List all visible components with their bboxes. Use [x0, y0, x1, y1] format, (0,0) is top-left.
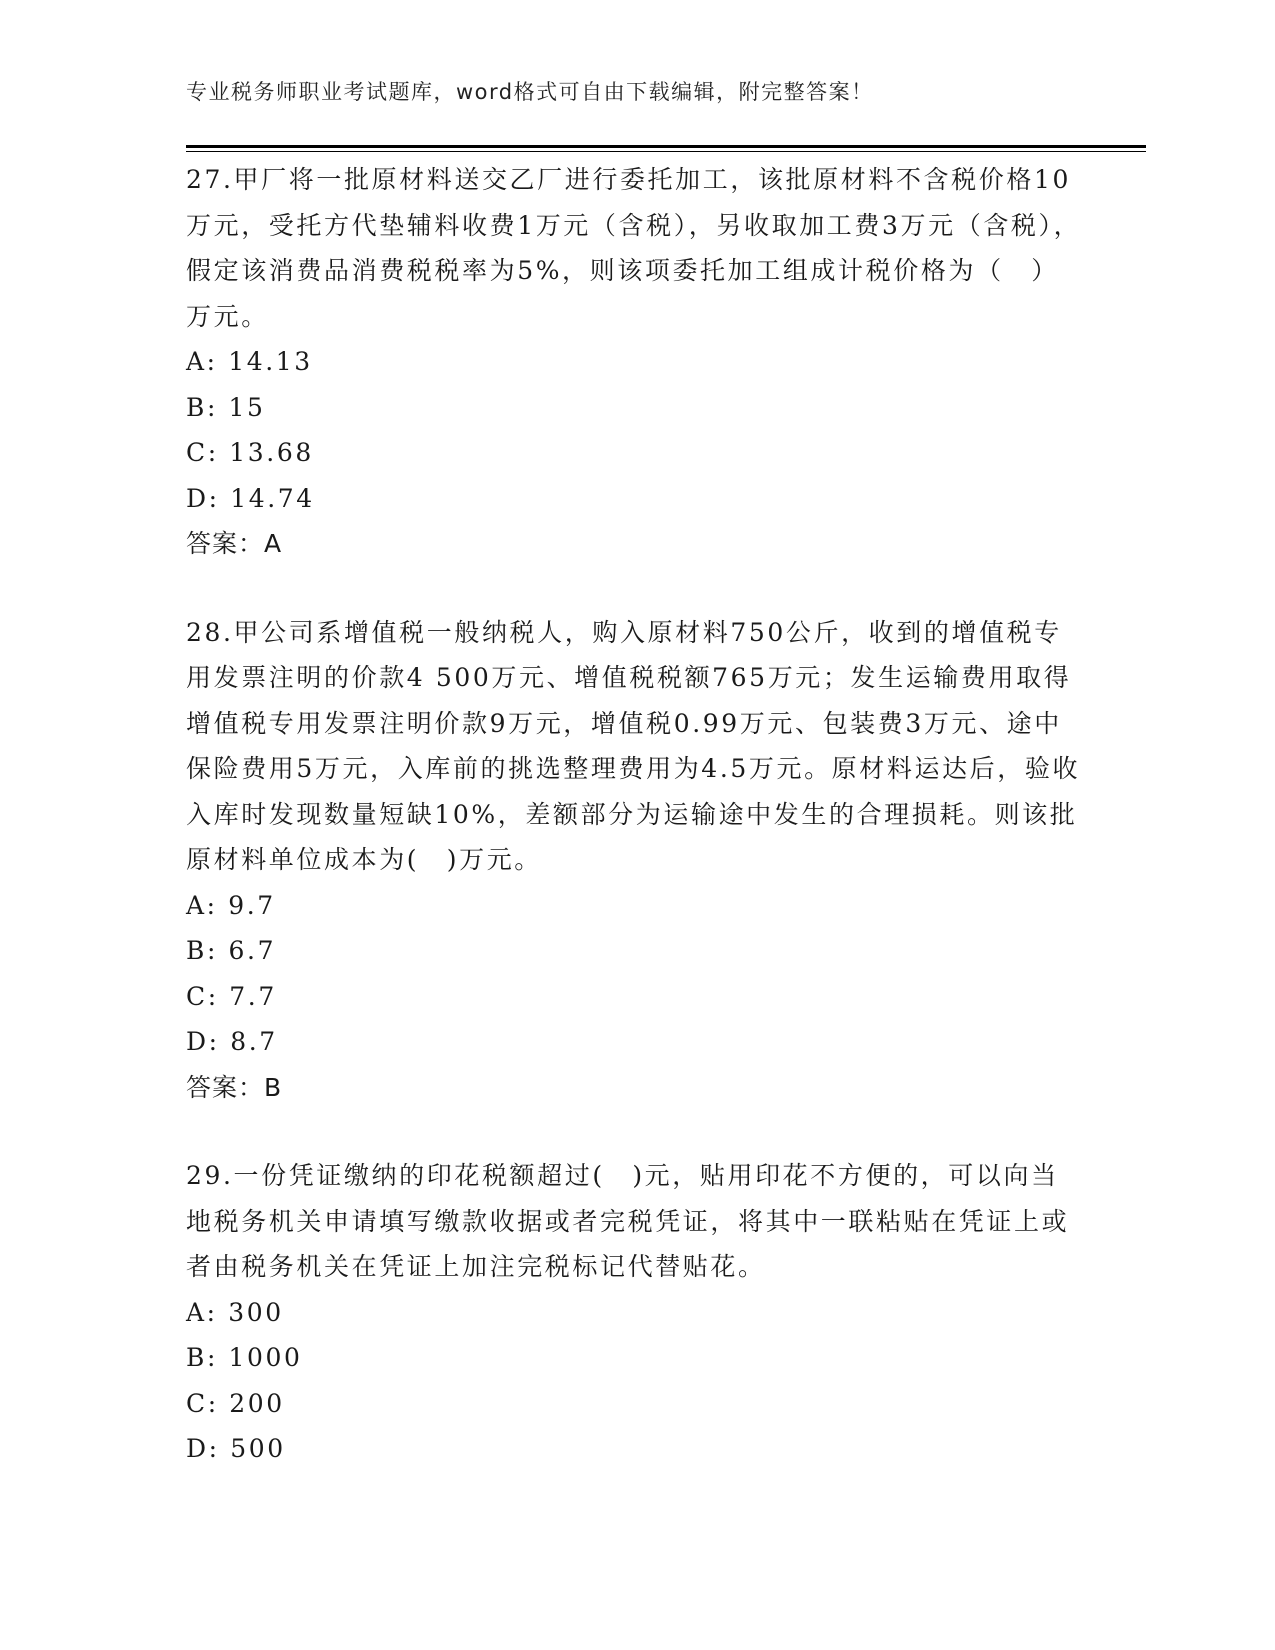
question-29 — [186, 1153, 1086, 1472]
option-d: D: 500 — [186, 1434, 286, 1463]
option-c: C: 13.68 — [186, 438, 314, 467]
option-a: A: 14.13 — [186, 347, 313, 376]
option-d: D: 8.7 — [186, 1027, 278, 1056]
option-b: B: 1000 — [186, 1343, 303, 1372]
option-b: B: 6.7 — [186, 936, 277, 965]
option-d: D: 14.74 — [186, 483, 315, 513]
question-27 — [186, 157, 1086, 567]
page-header: 专业税务师职业考试题库，word格式可自由下载编辑，附完整答案！ — [186, 80, 874, 104]
option-a: A: 9.7 — [186, 890, 276, 920]
question-stem: 27.甲厂将一批原材料送交乙厂进行委托加工，该批原材料不含税价格10万元，受托方代垫辅料收费1万元（含税），另收取加工费3万元（含税），假定该消费品消费税税率为5%，则该项委托加工组成计税价格为（ ）万元。 — [186, 165, 1082, 331]
header-rule-thick — [186, 145, 1146, 148]
option-b: B: 15 — [186, 392, 266, 422]
header-rule-thin — [186, 151, 1146, 152]
option-c: C: 7.7 — [186, 981, 277, 1011]
question-list — [186, 157, 1086, 1515]
answer-label: 答案：B — [186, 1072, 283, 1102]
question-stem: 29.一份凭证缴纳的印花税额超过( )元，贴用印花不方便的，可以向当地税务机关申请填写缴款收据或者完税凭证，将其中一联粘贴在凭证上或者由税务机关在凭证上加注完税标记代替贴花。 — [186, 1161, 1070, 1281]
option-a: A: 300 — [186, 1297, 284, 1327]
answer-label: 答案：A — [186, 529, 283, 558]
question-stem: 28.甲公司系增值税一般纳税人，购入原材料750公斤，收到的增值税专用发票注明的价款4 500万元、增值税税额765万元；发生运输费用取得增值税专用发票注明价款9万元，增值税0.99万元、包装费3万元、途中保险费用5万元，入库前的挑选整理费用为4.5万元。原材料运达后，验收入库时发现数量短缺10%，差额部分为运输途中发生的合理损耗。则该批原材料单位成本为( )万元。 — [186, 617, 1081, 874]
option-c: C: 200 — [186, 1388, 285, 1418]
question-28 — [186, 610, 1086, 1111]
